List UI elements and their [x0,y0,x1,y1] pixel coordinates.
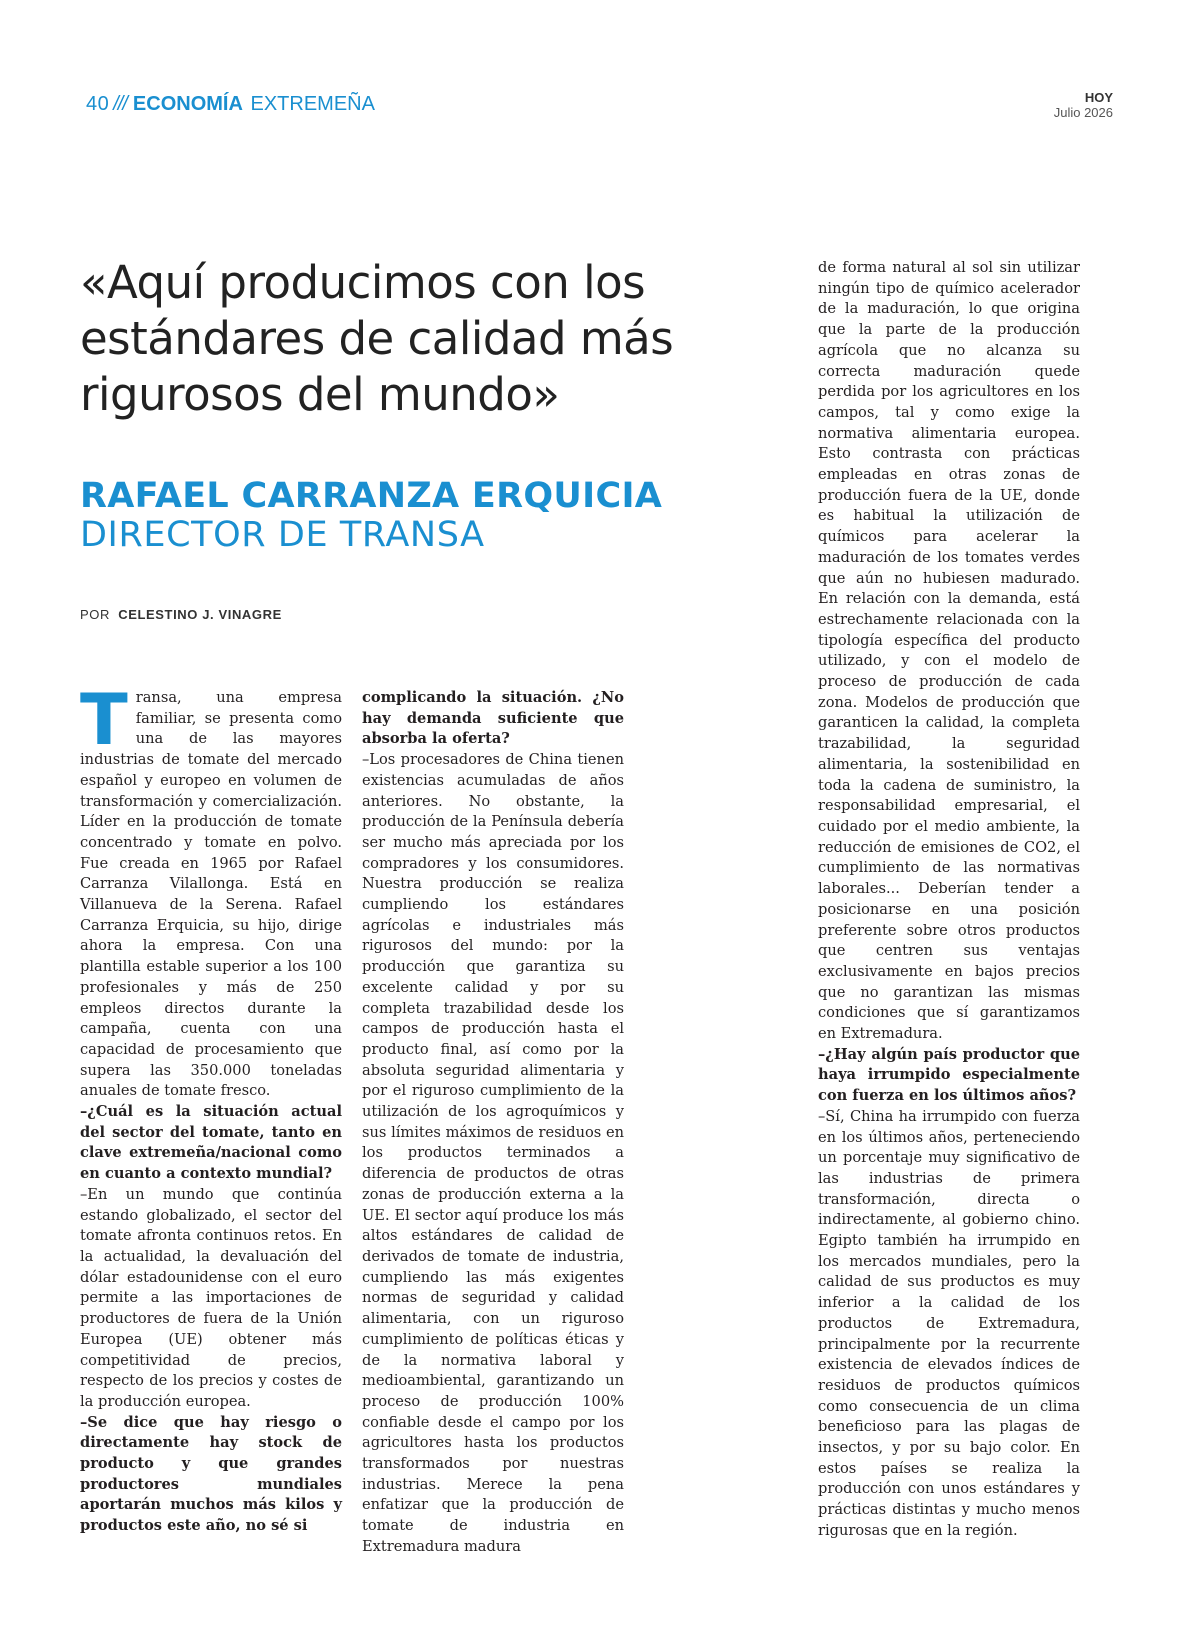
question-2-start: –Se dice que hay riesgo o directamente hay stock de producto y que grandes productores mundiales aportarán muchos más kilos y productos este año, no sé si [80,1413,342,1535]
question-2-end: complicando la situación. ¿No hay demanda suficiente que absorba la oferta? [362,689,624,748]
answer-1: –En un mundo que continúa estando globalizado, el sector del tomate afronta continuos retos. En la actualidad, la devaluación del dólar estadounidense con el euro permite a las importaciones de productores de fuera de la Unión Europea (UE) obtener más competitividad de precios, respecto de los precios y costes de la producción europea. [80,1185,342,1410]
article-column-1 [80,679,342,1537]
publication-name: HOY [1084,90,1113,105]
byline-prefix: POR [80,607,110,622]
publication-info [1054,90,1113,120]
byline [80,607,282,623]
article-headline: «Aquí producimos con los estándares de calidad más rigurosos del mundo» [80,256,674,421]
interviewee-name: RAFAEL CARRANZA ERQUICIA [80,476,663,516]
page-number: 40 [86,93,110,115]
section-name: ECONOMÍA [132,93,243,115]
answer-3: –Sí, China ha irrumpido con fuerza en los últimos años, perteneciendo un porcentaje muy significativo de las industrias de primera transformación, directa o indirectamente, al gobierno chino. Egipto también ha irrumpido en los mercados mundiales, pero la calidad de sus productos es muy inferior a la calidad de los productos de Extremadura, principalmente por la recurrente existencia de elevados índices de residuos de productos químicos como consecuencia de un clima beneficioso para las plagas de insectos, y por su bajo color. En estos países se realiza la producción con unos estándares y prácticas distintas y mucho menos rigurosas que en la región. [818,1107,1080,1539]
answer-2-start: –Los procesadores de China tienen existencias acumuladas de años anteriores. No obstante, la producción de la Península debería ser mucho más apreciada por los compradores y los consumidores. Nuestra producción se realiza cumpliendo los estándares agrícolas e industriales más rigurosos del mundo: por la producción que garantiza su excelente calidad y por su completa trazabilidad desde los campos de producción hasta el producto final, así como por la absoluta seguridad alimentaria y por el riguroso cumplimiento de la utilización de los agroquímicos y sus límites máximos de residuos en los productos terminados a diferencia de productos de otras zonas de producción externa a la UE. El sector aquí produce los más altos estándares de calidad de derivados de tomate de industria, cumpliendo las más exigentes normas de seguridad y calidad alimentaria, con un riguroso cumplimiento de políticas éticas y de la normativa laboral y medioambiental, garantizando un proceso de producción 100% confiable desde el campo por los agricultores hasta los productos transformados por nuestras industrias. Merece la pena enfatizar que la producción de tomate de industria en Extremadura madura [362,751,624,1555]
question-3: –¿Hay algún país productor que haya irrumpido especialmente con fuerza en los últimos años? [818,1045,1080,1105]
section-header [86,92,375,116]
intro-paragraph [80,679,342,1102]
author-name: CELESTINO J. VINAGRE [118,607,282,622]
section-subname: EXTREMEÑA [250,93,375,115]
question-1: –¿Cuál es la situación actual del sector del tomate, tanto en clave extremeña/nacional como en cuanto a contexto mundial? [80,1103,342,1183]
article-column-3 [818,258,1080,1542]
drop-cap: T [80,679,128,761]
interviewee-role: DIRECTOR DE TRANSA [80,515,485,555]
intro-text: ransa, una empresa familiar, se presenta como una de las mayores industrias de tomate del mercado español y europeo en volumen de transformación y comercialización. Líder en la producción de tomate concentrado y tomate en polvo. Fue creada en 1965 por Rafael Carranza Vilallonga. Está en Villanueva de la Serena. Rafael Carranza Erquicia, su hijo, dirige ahora la empresa. Con una plantilla estable superior a los 100 profesionales y más de 250 empleos directos durante la campaña, cuenta con una capacidad de procesamiento que supera las 350.000 toneladas anuales de tomate fresco. [80,689,342,1100]
answer-2-end: de forma natural al sol sin utilizar ningún tipo de químico acelerador de la maduración, lo que origina que la parte de la producción agrícola que no alcanza su correcta maduración quede perdida por los agricultores en los campos, tal y como exige la normativa alimentaria europea. Esto contrasta con prácticas empleadas en otras zonas de producción fuera de la UE, donde es habitual la utilización de químicos para acelerar la maduración de los tomates verdes que aún no hubiesen madurado. En relación con la demanda, está estrechamente relacionada con la tipología específica del producto utilizado, y con el modelo de proceso de producción de cada zona. Modelos de producción que garanticen la calidad, la completa trazabilidad, la seguridad alimentaria, la sostenibilidad en toda la cadena de suministro, la responsabilidad empresarial, el cuidado por el medio ambiente, la reducción de emisiones de CO2, el cumplimiento de las normativas laborales... Deberían tender a posicionarse en una posición preferente sobre otros productos que centren sus ventajas exclusivamente en bajos precios que no garantizan las mismas condiciones que sí garantizamos en Extremadura. [818,259,1080,1043]
section-divider: /// [113,93,127,115]
article-column-2 [362,688,624,1558]
publication-date: Julio 2026 [1053,105,1113,120]
